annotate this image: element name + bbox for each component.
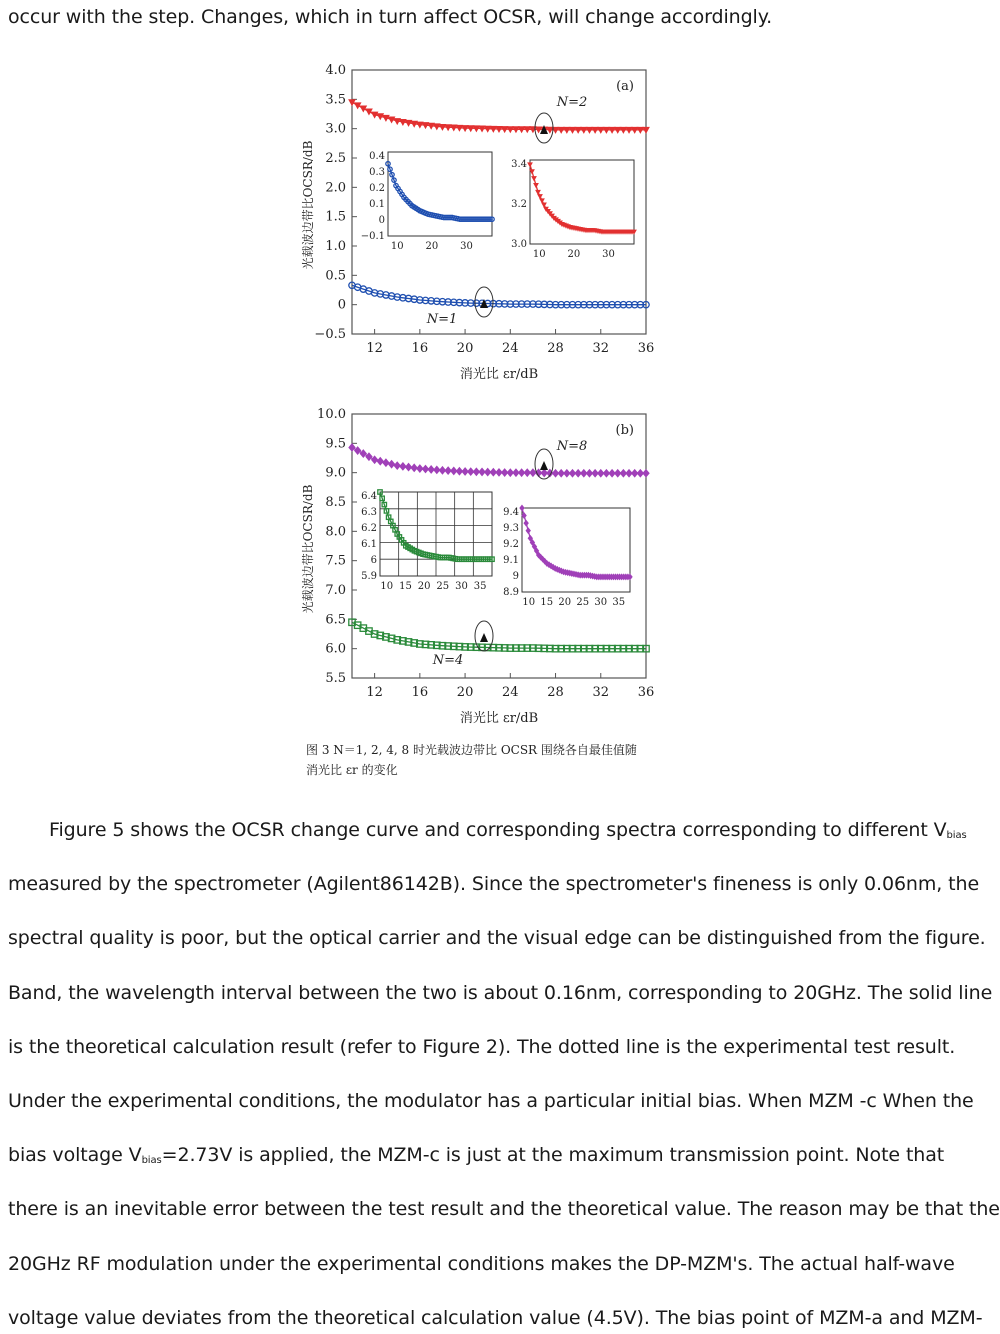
x-tick-label: 12 <box>366 685 383 700</box>
figure-panel-b <box>296 404 666 734</box>
inset-y-tick-label: 9.3 <box>503 523 519 534</box>
panel-label: (a) <box>616 79 634 94</box>
inset-y-tick-label: 0.1 <box>369 199 385 210</box>
series-point <box>383 459 389 467</box>
inset-plot <box>361 151 494 252</box>
inset-y-tick-label: 3.4 <box>511 159 527 170</box>
inset-x-tick-label: 35 <box>473 581 487 592</box>
x-tick-label: 32 <box>592 341 610 356</box>
series-point <box>422 465 428 473</box>
series-point <box>377 457 383 465</box>
inset-y-tick-label: 6 <box>370 555 377 566</box>
inset-y-tick-label: 6.4 <box>361 491 377 502</box>
series-point <box>428 466 434 474</box>
inset-y-tick-label: 0.4 <box>369 151 385 162</box>
inset-plot <box>503 505 632 608</box>
inset-x-tick-label: 30 <box>455 581 468 592</box>
zoom-arrow <box>540 461 548 470</box>
x-tick-label: 24 <box>502 341 519 356</box>
inset-x-tick-label: 15 <box>540 597 554 608</box>
series-point <box>388 460 394 468</box>
y-tick-label: 9.0 <box>325 465 346 481</box>
y-tick-label: 9.5 <box>325 436 346 452</box>
inset-x-tick-label: 20 <box>425 241 439 252</box>
y-tick-label: 8.0 <box>325 524 346 540</box>
paragraph-line: Under the experimental conditions, the modulator has a particular initial bias. When MZM -c When the <box>8 1090 974 1112</box>
inset-x-tick-label: 10 <box>522 597 536 608</box>
x-axis-label: 消光比 εr/dB <box>459 711 539 726</box>
x-tick-label: 36 <box>637 341 655 356</box>
inset-y-tick-label: −0.1 <box>360 231 385 242</box>
series-point <box>354 447 360 455</box>
y-tick-label: 8.5 <box>325 495 346 510</box>
figure-caption-line-1: 图 3 N＝1, 2, 4, 8 时光载波边带比 OCSR 围绕各自最佳值随 <box>306 743 637 757</box>
series-annotation: N=8 <box>556 439 588 454</box>
inset-x-tick-label: 25 <box>436 581 450 592</box>
figure-panel-a <box>296 60 666 390</box>
inset-y-tick-label: 0.2 <box>369 183 385 194</box>
paragraph-line: Figure 5 shows the OCSR change curve and corresponding spectra corresponding to different $V_{bias}$ <box>49 819 967 841</box>
x-axis-label: 消光比 εr/dB <box>459 367 539 382</box>
y-tick-label: 3.5 <box>325 92 346 108</box>
x-tick-label: 24 <box>502 685 519 700</box>
series-point <box>434 466 440 474</box>
paragraph-line: measured by the spectrometer (Agilent86142B). Since the spectrometer's fineness is only 0.06nm, the <box>8 873 980 896</box>
x-tick-label: 16 <box>411 341 429 356</box>
panel-label: (b) <box>615 423 634 438</box>
inset-y-tick-label: 3.2 <box>511 199 527 210</box>
inset-x-tick-label: 35 <box>612 597 626 608</box>
y-tick-label: 7.5 <box>325 553 346 569</box>
series-point <box>643 469 649 477</box>
x-tick-label: 16 <box>411 685 429 700</box>
series-point <box>349 444 355 452</box>
inset-y-tick-label: 0.3 <box>369 167 385 178</box>
inset-plot <box>361 490 494 592</box>
inset-y-tick-label: 9 <box>512 571 519 582</box>
x-tick-label: 32 <box>592 685 610 700</box>
paragraph-line: bias voltage $V_{bias}=2.73V$ is applied, the MZM-c is just at the maximum transmission point. Note that <box>8 1144 945 1167</box>
y-tick-label: 0.5 <box>325 268 346 284</box>
inset-x-tick-label: 20 <box>567 249 581 260</box>
series-annotation: N=1 <box>426 312 458 327</box>
inset-x-tick-label: 10 <box>380 581 394 592</box>
inset-y-tick-label: 6.3 <box>361 507 377 518</box>
inset-y-tick-label: 9.4 <box>503 507 519 518</box>
series-point <box>411 464 417 472</box>
inset-x-tick-label: 10 <box>390 241 404 252</box>
x-tick-label: 28 <box>547 341 564 356</box>
series-point <box>417 465 423 473</box>
x-tick-label: 28 <box>547 685 564 700</box>
inset-y-tick-label: 6.2 <box>361 523 377 534</box>
zoom-arrow <box>480 633 488 642</box>
series-point <box>360 450 366 458</box>
series-point <box>366 453 372 461</box>
y-tick-label: 2.0 <box>325 180 346 196</box>
y-axis-label: 光载波边带比OCSR/dB <box>301 140 315 270</box>
inset-plot <box>511 159 636 260</box>
y-tick-label: 6.5 <box>325 612 346 628</box>
x-tick-label: 36 <box>637 685 655 700</box>
x-tick-label: 12 <box>366 341 383 356</box>
inset-y-tick-label: 6.1 <box>361 539 377 550</box>
y-axis-label: 光载波边带比OCSR/dB <box>301 484 315 614</box>
paragraph-line: 20GHz RF modulation under the experimental conditions makes the DP-MZM's. The actual half-wave <box>8 1252 955 1275</box>
intro-line: occur with the step. Changes, which in turn affect OCSR, will change accordingly. <box>8 6 773 28</box>
inset-y-tick-label: 9.2 <box>503 539 519 550</box>
paragraph-line: spectral quality is poor, but the optical carrier and the visual edge can be distinguished from the figure. <box>8 927 986 950</box>
paragraph-line: voltage value deviates from the theoretical calculation value (4.5V). The bias point of MZM-a and MZM- <box>8 1306 983 1329</box>
x-tick-label: 20 <box>456 685 474 700</box>
inset-x-tick-label: 30 <box>602 249 615 260</box>
series-annotation: N=2 <box>556 95 588 110</box>
y-tick-label: 3.0 <box>325 121 346 137</box>
inset-y-tick-label: 0 <box>378 215 385 226</box>
y-tick-label: 7.0 <box>325 583 346 598</box>
series-point <box>405 463 411 471</box>
inset-y-tick-label: 9.1 <box>503 555 519 566</box>
paragraph-line: Band, the wavelength interval between the two is about 0.16nm, corresponding to 20GHz. The solid line <box>8 981 993 1004</box>
x-tick-label: 20 <box>456 341 474 356</box>
inset-y-tick-label: 3.0 <box>511 239 527 250</box>
y-tick-label: 0 <box>337 297 346 313</box>
paragraph-line: there is an inevitable error between the test result and the theoretical value. The reason may be that the <box>8 1198 1000 1221</box>
series-point <box>400 463 406 471</box>
y-tick-label: −0.5 <box>314 327 346 342</box>
y-tick-label: 1.5 <box>325 209 346 225</box>
figure-caption-line-2: 消光比 εr 的变化 <box>306 763 398 777</box>
y-tick-label: 2.5 <box>325 151 346 166</box>
inset-y-tick-label: 8.9 <box>503 587 519 598</box>
y-tick-label: 6.0 <box>325 641 346 657</box>
series-point <box>371 456 377 464</box>
inset-x-tick-label: 30 <box>460 241 473 252</box>
y-tick-label: 4.0 <box>325 63 346 78</box>
inset-y-tick-label: 5.9 <box>361 571 377 582</box>
y-tick-label: 10.0 <box>317 407 346 422</box>
paragraph-line: is the theoretical calculation result (refer to Figure 2). The dotted line is the experimental test result. <box>8 1035 956 1058</box>
series-annotation: N=4 <box>432 653 464 668</box>
inset-x-tick-label: 10 <box>532 249 546 260</box>
y-tick-label: 5.5 <box>325 671 346 686</box>
inset-x-tick-label: 15 <box>399 581 412 592</box>
y-tick-label: 1.0 <box>325 239 346 254</box>
inset-x-tick-label: 20 <box>417 581 431 592</box>
series-line <box>352 102 646 130</box>
series-point <box>394 462 400 470</box>
inset-x-tick-label: 25 <box>576 597 590 608</box>
inset-x-tick-label: 20 <box>558 597 572 608</box>
inset-x-tick-label: 30 <box>594 597 608 608</box>
